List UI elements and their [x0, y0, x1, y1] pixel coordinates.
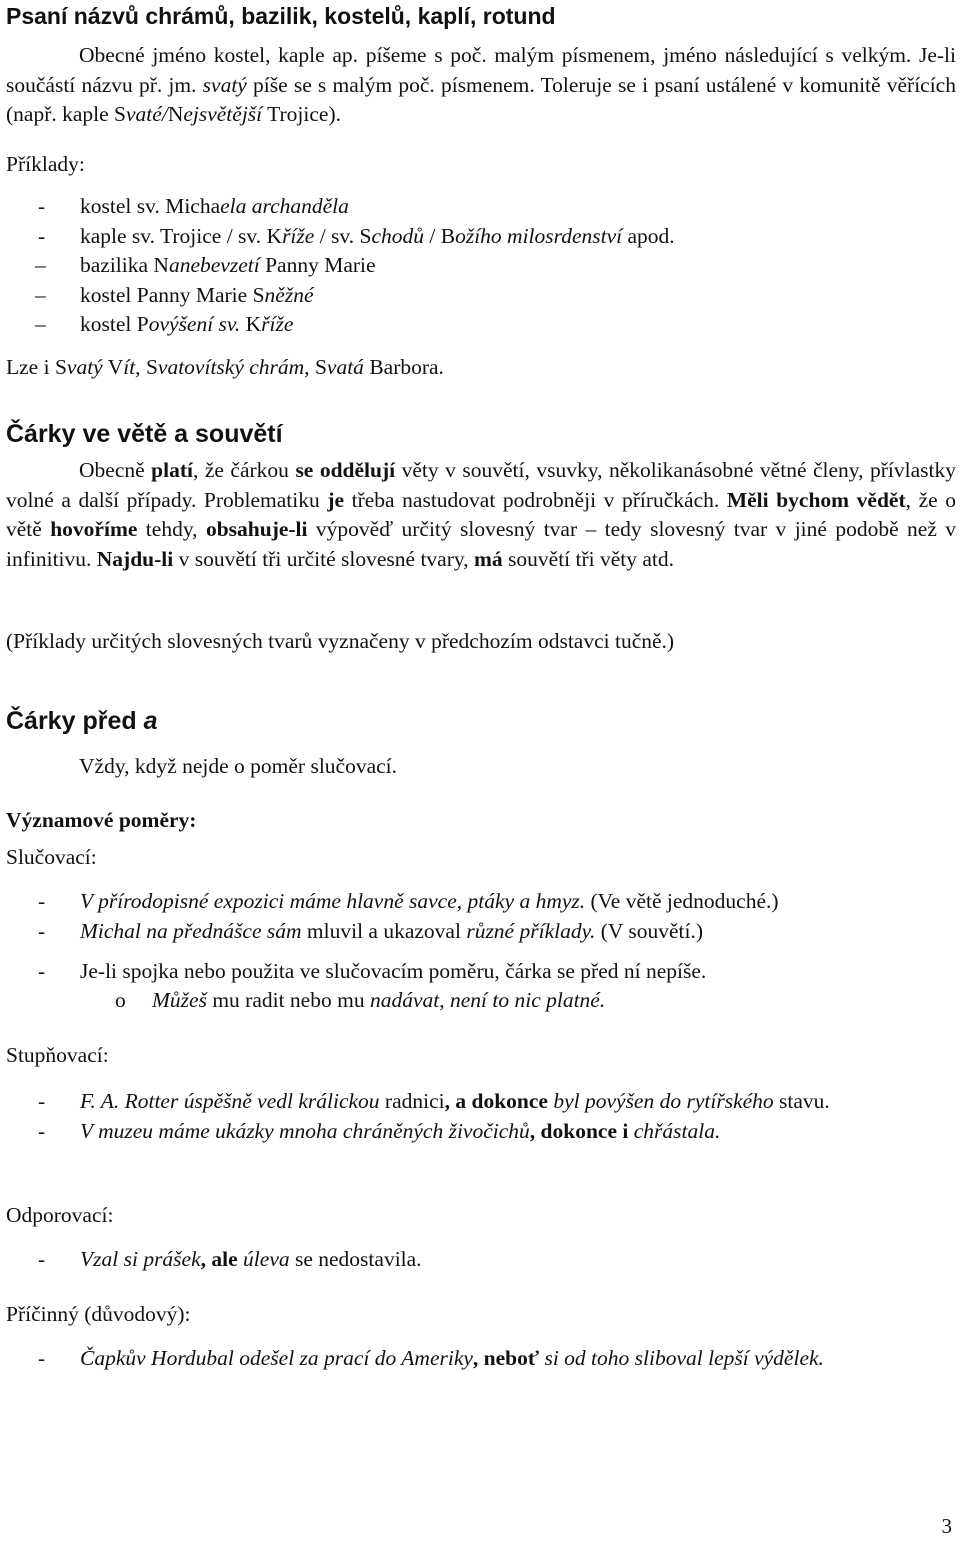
section-title-church-names: Psaní názvů chrámů, bazilik, kostelů, kaplí, rotund	[6, 3, 556, 29]
text: V přírodopisné expozici máme hlavně savce, ptáky a hmyz.	[80, 889, 586, 913]
intro-line: Vždy, když nejde o poměr slučovací.	[79, 754, 398, 778]
text: souvětí tři věty atd.	[502, 546, 675, 571]
text: Obecně	[79, 458, 152, 482]
section-title-commas: Čárky ve větě a souvětí	[6, 420, 283, 448]
bullet-dash: -	[38, 194, 46, 218]
list-item	[38, 222, 953, 252]
list-item	[35, 251, 953, 281]
text: říže	[282, 223, 315, 248]
slucovaci-label: Slučovací:	[6, 845, 97, 869]
text: kostel Panny Marie S	[80, 282, 265, 307]
text: , neboť	[472, 1346, 540, 1370]
bullet-long-dash: –	[35, 282, 46, 307]
text: třeba nastudovat podrobněji v příručkách.	[344, 487, 727, 512]
text: stavu.	[773, 1089, 830, 1113]
text: ovýšení sv.	[148, 312, 241, 336]
bullet-dash: -	[38, 1089, 46, 1113]
text: / sv. S	[314, 223, 372, 248]
list-item	[38, 957, 953, 987]
text: Měli bychom vědět	[726, 487, 906, 512]
text: / B	[424, 223, 456, 248]
list-item	[38, 192, 953, 222]
page-number: 3	[941, 1514, 952, 1538]
text: F. A. Rotter úspěšně vedl králickou	[80, 1089, 380, 1113]
list-item	[38, 917, 953, 947]
text: vaté/	[126, 102, 168, 126]
text: anebevzetí	[168, 253, 260, 277]
bullet-dash: -	[38, 959, 46, 983]
odporovaci-label: Odporovací:	[6, 1203, 114, 1227]
text: se oddělují	[295, 458, 396, 482]
text: Barbora.	[363, 355, 444, 379]
list-item	[35, 281, 953, 311]
text: v souvětí tři určité slovesné tvary,	[173, 546, 474, 571]
text: Můžeš	[152, 988, 207, 1012]
text: Čapkův Hordubal odešel za prací do Ameriky	[80, 1346, 473, 1370]
examples-label: Příklady:	[6, 152, 85, 176]
bullet-dash: -	[38, 1346, 46, 1370]
examples-list	[35, 192, 953, 340]
text: chodů	[371, 223, 425, 248]
pricinny-list	[38, 1344, 953, 1374]
text: mu radit nebo mu	[206, 988, 370, 1012]
text: ejsvětější	[183, 102, 263, 126]
text: Obecné jméno kostel, kaple ap. píšeme s poč. malým písmenem, jméno následující s velkým. Je-li součástí názvu př. jm.	[6, 43, 956, 97]
text: úleva	[237, 1247, 290, 1271]
list-item	[38, 1087, 953, 1117]
list-item	[38, 1245, 953, 1275]
note-line: (Příklady určitých slovesných tvarů vyznačeny v předchozím odstavci tučně.)	[6, 629, 675, 653]
text: věty v souvětí, vsuvky, několikanásobné větné členy, přívlastky volné a další případy. Problematiku	[6, 458, 957, 512]
relations-label: Významové poměry:	[6, 808, 197, 832]
text: hovoříme	[50, 517, 138, 541]
text: kostel sv. Micha	[80, 194, 221, 218]
slucovaci-rule	[38, 957, 953, 987]
text: apod.	[622, 223, 675, 248]
text: vatá	[326, 355, 364, 379]
text: kaple sv. Trojice / sv.	[80, 223, 267, 248]
text: chřástala.	[628, 1118, 721, 1143]
pricinny-label: Příčinný (důvodový):	[6, 1302, 191, 1326]
sub-list-item	[115, 986, 606, 1016]
section-title-commas-before-a	[6, 705, 956, 737]
text: N	[167, 102, 184, 126]
text: Michal na přednášce sám	[80, 918, 302, 943]
text: tehdy,	[137, 517, 206, 541]
text: kostel P	[80, 312, 149, 336]
text: Trojice).	[262, 102, 341, 126]
bullet-dash: -	[38, 889, 46, 913]
text: bazilika N	[80, 253, 169, 277]
text: ožího milosrdenství	[455, 223, 623, 248]
bullet-dash: -	[38, 1247, 46, 1271]
slucovaci-list	[38, 887, 953, 946]
paragraph-church-names	[6, 41, 956, 130]
text: Je-li spojka nebo použita ve slučovacím poměru, čárka se před ní nepíše.	[80, 959, 707, 983]
text: a	[143, 707, 158, 735]
text: obsahuje-li	[205, 517, 308, 541]
text: Čárky před	[6, 707, 144, 735]
text: svatý	[202, 72, 247, 97]
bullet-dash: -	[38, 223, 46, 248]
text: mluvil a ukazoval	[301, 918, 467, 943]
text: různé příklady.	[466, 918, 596, 943]
text: ,	[439, 988, 450, 1012]
text: není to nic platné.	[449, 988, 606, 1012]
text: vatý	[66, 355, 103, 379]
text: (V souvětí.)	[595, 918, 704, 943]
text: si od toho sliboval lepší výdělek.	[539, 1346, 824, 1370]
bullet-long-dash: –	[35, 312, 46, 336]
text: nadávat	[369, 988, 440, 1012]
list-item	[38, 887, 953, 917]
text: radnici	[379, 1089, 445, 1113]
text: Panny Marie	[259, 253, 376, 277]
text: S	[140, 355, 158, 379]
text: ít,	[123, 355, 141, 379]
bullet-dash: -	[38, 1118, 46, 1143]
text: , ale	[200, 1247, 238, 1271]
text: platí	[151, 458, 193, 482]
text: K	[240, 312, 262, 336]
text: se nedostavila.	[289, 1247, 422, 1271]
text: (Ve větě jednoduché.)	[585, 889, 779, 913]
text: S	[309, 355, 327, 379]
text: , a dokonce	[444, 1089, 548, 1113]
text: V	[102, 355, 124, 379]
list-item	[35, 310, 953, 340]
list-item	[38, 1344, 953, 1374]
also-line	[6, 353, 956, 383]
text: V muzeu máme ukázky mnoha chráněných živočichů	[80, 1118, 530, 1143]
text: vatovítský chrám,	[157, 355, 310, 379]
stupnovaci-list	[38, 1087, 953, 1146]
text: má	[473, 546, 503, 571]
text: K	[266, 223, 283, 248]
text: Lze i S	[6, 355, 67, 379]
text: je	[327, 487, 345, 512]
text: , že o větě	[6, 487, 956, 541]
text: říže	[261, 312, 294, 336]
odporovaci-list	[38, 1245, 953, 1275]
text: píše se s malým poč. písmenem. Toleruje se i psaní ustálené v komunitě věřících (např. kaple S	[6, 72, 956, 126]
paragraph-commas	[6, 456, 956, 574]
stupnovaci-label: Stupňovací:	[6, 1043, 109, 1067]
text: byl povýšen do rytířského	[547, 1089, 774, 1113]
text: něžné	[264, 282, 314, 307]
list-item	[38, 1117, 953, 1147]
bullet-dash: -	[38, 918, 46, 943]
text: výpověď určitý slovesný tvar – tedy slovesný tvar v jiné podobě než v infinitivu.	[6, 517, 957, 571]
text: Vzal si prášek	[80, 1247, 201, 1271]
text: , dokonce i	[529, 1118, 629, 1143]
text: , že čárkou	[192, 458, 296, 482]
text: Najdu-li	[96, 546, 174, 571]
text: ela archanděla	[220, 194, 349, 218]
bullet-circle: o	[115, 988, 126, 1012]
bullet-long-dash: –	[35, 253, 46, 277]
